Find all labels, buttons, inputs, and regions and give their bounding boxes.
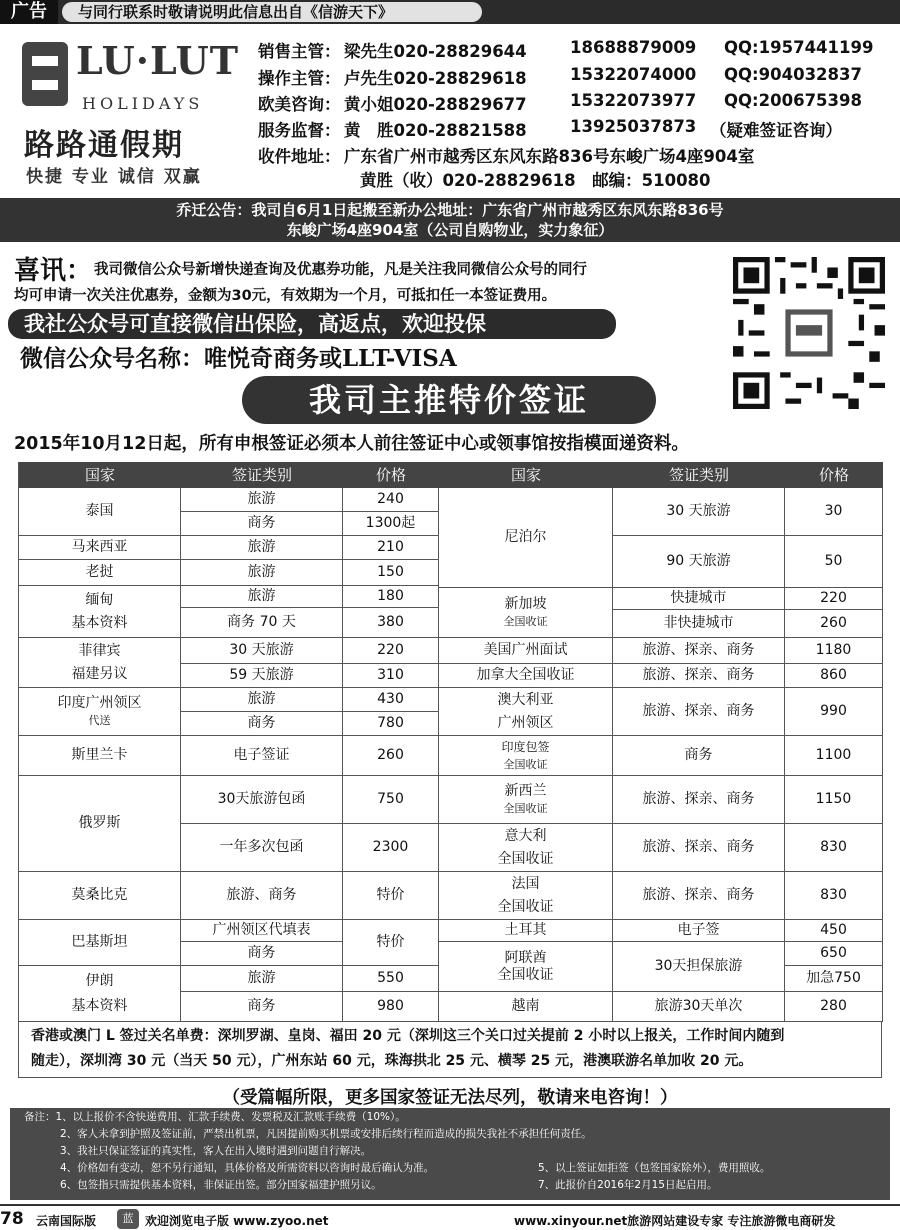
price-cell: 1180 bbox=[785, 638, 883, 664]
country-cell: 越南 bbox=[439, 992, 613, 1022]
country-note: 福建另议 bbox=[71, 665, 128, 682]
type-cell: 旅游、探亲、商务 bbox=[613, 872, 785, 920]
country-cell bbox=[439, 736, 613, 776]
contact-qq: QQ:200675398 bbox=[724, 91, 862, 110]
country-name: 阿联酋 bbox=[504, 949, 547, 966]
country-name: 伊朗 bbox=[85, 972, 114, 989]
type-cell: 旅游 bbox=[181, 966, 343, 992]
country-name: 缅甸 bbox=[85, 591, 114, 608]
type-cell: 旅游 bbox=[181, 688, 343, 712]
logo-brand: LU·LUT bbox=[76, 38, 240, 83]
insurance-banner: 我社公众号可直接微信出保险，高返点，欢迎投保 bbox=[8, 309, 616, 339]
type-cell: 旅游 bbox=[181, 586, 343, 608]
price-cell: 980 bbox=[343, 992, 439, 1022]
type-cell: 30天旅游包函 bbox=[181, 776, 343, 824]
country-name: 印度包签 bbox=[501, 739, 550, 754]
country-cell: 美国广州面试 bbox=[439, 638, 613, 664]
price-cell: 750 bbox=[343, 776, 439, 824]
country-cell: 莫桑比克 bbox=[19, 872, 181, 920]
remark-item: 2、客人未拿到护照及签证前，严禁出机票，凡因提前购买机票或安排后续行程而造成的损失我社不承担任何责任。 bbox=[60, 1128, 592, 1140]
country-name: 新加坡 bbox=[504, 595, 547, 612]
source-notice: 与同行联系时敬请说明此信息出自《信游天下》 bbox=[62, 2, 482, 22]
price-cell: 特价 bbox=[343, 872, 439, 920]
country-cell bbox=[439, 872, 613, 920]
remark-item: 5、以上签证如拒签（包签国家除外），费用照收。 bbox=[538, 1162, 771, 1174]
contact-role: 服务监督： bbox=[258, 121, 341, 140]
country-name: 澳大利亚 bbox=[497, 691, 554, 708]
type-cell: 快捷城市 bbox=[613, 588, 785, 610]
country-note: 代送 bbox=[88, 713, 111, 727]
header-price: 价格 bbox=[818, 466, 849, 484]
country-cell: 老挝 bbox=[19, 560, 181, 586]
remark-item: 6、包签指只需提供基本资料，非保证出签。部分国家福建护照另议。 bbox=[60, 1179, 382, 1191]
country-cell: 土耳其 bbox=[439, 920, 613, 942]
type-cell: 旅游 bbox=[181, 536, 343, 560]
price-cell: 240 bbox=[343, 488, 439, 512]
country-name: 意大利 bbox=[504, 827, 547, 844]
type-cell: 商务 bbox=[181, 712, 343, 736]
type-cell: 旅游 bbox=[181, 560, 343, 586]
country-cell bbox=[439, 588, 613, 638]
contact-name-phone: 黄小姐020-28829677 bbox=[344, 95, 527, 114]
fees-line-1: 香港或澳门 L 签过关名单费：深圳罗湖、皇岗、福田 20 元（深圳这三个关口过关提前 2 小时以上报关，工作时间内随到 bbox=[31, 1028, 785, 1044]
visa-price-table bbox=[18, 462, 882, 1022]
price-cell: 2300 bbox=[343, 824, 439, 872]
type-cell: 30 天旅游 bbox=[181, 638, 343, 664]
price-cell: 860 bbox=[785, 664, 883, 688]
price-cell: 50 bbox=[785, 536, 883, 588]
edition-label: 云南国际版 bbox=[36, 1214, 97, 1228]
type-cell: 电子签证 bbox=[181, 736, 343, 776]
wechat-account-name: 微信公众号名称：唯悦奇商务或LLT-VISA bbox=[20, 345, 457, 372]
type-cell: 旅游 bbox=[181, 488, 343, 512]
address-label: 收件地址： bbox=[258, 147, 341, 166]
recipient-text: 黄胜（收）020-28829618 邮编：510080 bbox=[360, 171, 711, 190]
price-cell: 310 bbox=[343, 664, 439, 688]
type-cell: 90 天旅游 bbox=[613, 536, 785, 588]
country-name: 新西兰 bbox=[504, 782, 547, 799]
company-logo bbox=[22, 38, 250, 188]
price-cell: 550 bbox=[343, 966, 439, 992]
relocation-notice bbox=[0, 198, 900, 242]
remark-item: 3、我社只保证签证的真实性，客人在出入境时遇到问题自行解决。 bbox=[60, 1145, 372, 1157]
contact-role: 操作主管： bbox=[258, 69, 341, 88]
price-cell: 380 bbox=[343, 608, 439, 638]
type-cell: 30天担保旅游 bbox=[613, 942, 785, 992]
country-cell: 巴基斯坦 bbox=[19, 920, 181, 966]
contact-note: （疑难签证咨询） bbox=[710, 121, 842, 140]
logo-s-icon bbox=[22, 42, 68, 106]
country-note: 全国收证 bbox=[503, 757, 548, 771]
country-note: 全国收证 bbox=[497, 898, 554, 915]
country-note: 全国收证 bbox=[497, 850, 554, 867]
price-cell: 430 bbox=[343, 688, 439, 712]
country-name: 印度广州领区 bbox=[57, 694, 142, 711]
ad-tag: 广告 bbox=[0, 0, 58, 24]
news-text-2: 均可申请一次关注优惠券，金额为30元，有效期为一个月，可抵扣任一本签证费用。 bbox=[14, 288, 557, 304]
country-note: 全国收证 bbox=[503, 801, 548, 815]
address-text: 广东省广州市越秀区东风东路836号东峻广场4座904室 bbox=[344, 147, 755, 166]
country-note: 基本资料 bbox=[71, 614, 128, 631]
page-footer bbox=[0, 1204, 900, 1230]
country-cell: 尼泊尔 bbox=[439, 488, 613, 588]
contact-role: 欧美咨询： bbox=[258, 95, 341, 114]
type-cell: 旅游30天单次 bbox=[613, 992, 785, 1022]
country-cell: 斯里兰卡 bbox=[19, 736, 181, 776]
type-cell: 一年多次包函 bbox=[181, 824, 343, 872]
price-cell: 150 bbox=[343, 560, 439, 586]
price-cell: 210 bbox=[343, 536, 439, 560]
country-cell: 加拿大全国收证 bbox=[439, 664, 613, 688]
price-cell: 780 bbox=[343, 712, 439, 736]
news-label: 喜讯： bbox=[14, 256, 93, 286]
type-cell: 商务 bbox=[181, 992, 343, 1022]
country-name: 法国 bbox=[511, 875, 540, 892]
relocation-line-2: 东峻广场4座904室（公司自购物业，实力象征） bbox=[286, 221, 614, 239]
contact-role: 销售主管： bbox=[258, 42, 341, 61]
schengen-notice: 2015年10月12日起，所有申根签证必须本人前往签证中心或领事馆按指模面递资料。 bbox=[14, 434, 689, 454]
qr-code-icon bbox=[733, 257, 885, 409]
logo-slogan: 快捷 专业 诚信 双赢 bbox=[26, 167, 202, 187]
type-cell: 旅游、探亲、商务 bbox=[613, 824, 785, 872]
fees-line-2: 随走），深圳湾 30 元（当天 50 元），广州东站 60 元，珠海拱北 25 元、横琴 25 元，港澳联游名单加收 20 元。 bbox=[31, 1053, 753, 1069]
price-cell: 30 bbox=[785, 488, 883, 536]
website-slogan[interactable]: www.xinyour.net旅游网站建设专家 专注旅游微电商研发 bbox=[514, 1214, 836, 1228]
country-cell: 泰国 bbox=[19, 488, 181, 536]
contact-mobile: 15322073977 bbox=[570, 91, 697, 110]
header-country: 国家 bbox=[84, 466, 115, 484]
promo-banner: 我司主推特价签证 bbox=[242, 376, 656, 424]
country-cell bbox=[19, 638, 181, 688]
type-cell: 旅游、商务 bbox=[181, 872, 343, 920]
type-cell: 广州领区代填表 bbox=[181, 920, 343, 942]
table-header bbox=[19, 462, 883, 488]
country-note: 全国收证 bbox=[497, 966, 554, 983]
type-cell: 商务 bbox=[613, 736, 785, 776]
price-cell: 1300起 bbox=[343, 512, 439, 536]
type-cell: 59 天旅游 bbox=[181, 664, 343, 688]
country-cell bbox=[19, 966, 181, 1022]
price-cell: 260 bbox=[343, 736, 439, 776]
contact-name-phone: 梁先生020-28829644 bbox=[344, 42, 527, 61]
country-note: 全国收证 bbox=[503, 614, 548, 628]
contact-mobile: 13925037873 bbox=[570, 117, 697, 136]
price-cell: 特价 bbox=[343, 920, 439, 966]
remark-item: 备注：1、以上报价不含快递费用、汇款手续费、发票税及汇款账手续费（10%）。 bbox=[24, 1111, 406, 1123]
country-cell bbox=[439, 688, 613, 736]
price-cell: 830 bbox=[785, 824, 883, 872]
type-cell: 旅游、探亲、商务 bbox=[613, 776, 785, 824]
type-cell: 旅游、探亲、商务 bbox=[613, 664, 785, 688]
more-info-note: （受篇幅所限，更多国家签证无法尽列，敬请来电咨询！） bbox=[222, 1088, 678, 1108]
remark-item: 4、价格如有变动，恕不另行通知，具体价格及所需资料以咨询时最后确认为准。 bbox=[60, 1162, 435, 1174]
type-cell: 商务 70 天 bbox=[181, 608, 343, 638]
price-cell: 280 bbox=[785, 992, 883, 1022]
price-cell: 220 bbox=[343, 638, 439, 664]
country-note: 基本资料 bbox=[71, 997, 128, 1014]
type-cell: 电子签 bbox=[613, 920, 785, 942]
price-cell: 1150 bbox=[785, 776, 883, 824]
price-cell: 180 bbox=[343, 586, 439, 608]
country-cell bbox=[19, 688, 181, 736]
price-cell: 830 bbox=[785, 872, 883, 920]
contact-mobile: 15322074000 bbox=[570, 65, 697, 84]
contact-name-phone: 卢先生020-28829618 bbox=[344, 69, 527, 88]
logo-holidays: HOLIDAYS bbox=[82, 94, 204, 113]
price-cell: 990 bbox=[785, 688, 883, 736]
e-edition-link[interactable]: 欢迎浏览电子版 www.zyoo.net bbox=[145, 1214, 329, 1228]
relocation-line-1: 乔迁公告：我司自6月1日起搬至新办公地址：广东省广州市越秀区东风东路836号 bbox=[176, 201, 724, 219]
contact-mobile: 18688879009 bbox=[570, 38, 697, 57]
header-country: 国家 bbox=[510, 466, 541, 484]
news-text-1: 我司微信公众号新增快递查询及优惠券功能，凡是关注我同微信公众号的同行 bbox=[94, 262, 587, 278]
country-cell: 俄罗斯 bbox=[19, 776, 181, 872]
header-visa-type: 签证类别 bbox=[231, 466, 292, 484]
country-cell: 马来西亚 bbox=[19, 536, 181, 560]
price-cell: 450 bbox=[785, 920, 883, 942]
price-cell: 260 bbox=[785, 610, 883, 638]
country-cell bbox=[439, 824, 613, 872]
header-price: 价格 bbox=[375, 466, 406, 484]
price-cell: 650 bbox=[785, 942, 883, 966]
price-cell: 加急750 bbox=[785, 966, 883, 992]
remark-item: 7、此报价自2016年2月15日起启用。 bbox=[538, 1179, 718, 1191]
contact-qq: QQ:1957441199 bbox=[724, 38, 874, 57]
type-cell: 30 天旅游 bbox=[613, 488, 785, 536]
edition-badge: 蓝 bbox=[117, 1209, 139, 1229]
hk-macau-fees bbox=[18, 1022, 882, 1078]
contact-qq: QQ:904032837 bbox=[724, 65, 862, 84]
type-cell: 商务 bbox=[181, 942, 343, 966]
type-cell: 商务 bbox=[181, 512, 343, 536]
remarks-box bbox=[10, 1108, 890, 1200]
price-cell: 220 bbox=[785, 588, 883, 610]
header-visa-type: 签证类别 bbox=[668, 466, 729, 484]
type-cell: 旅游、探亲、商务 bbox=[613, 638, 785, 664]
page-number: 78 bbox=[0, 1209, 24, 1229]
contact-name-phone: 黄 胜020-28821588 bbox=[344, 121, 527, 140]
price-cell: 1100 bbox=[785, 736, 883, 776]
type-cell: 非快捷城市 bbox=[613, 610, 785, 638]
logo-chinese-name: 路路通假期 bbox=[24, 128, 184, 163]
country-cell bbox=[439, 776, 613, 824]
type-cell: 旅游、探亲、商务 bbox=[613, 688, 785, 736]
country-note: 广州领区 bbox=[497, 714, 554, 731]
country-cell bbox=[439, 942, 613, 992]
country-name: 菲律宾 bbox=[78, 642, 121, 659]
country-cell bbox=[19, 586, 181, 638]
